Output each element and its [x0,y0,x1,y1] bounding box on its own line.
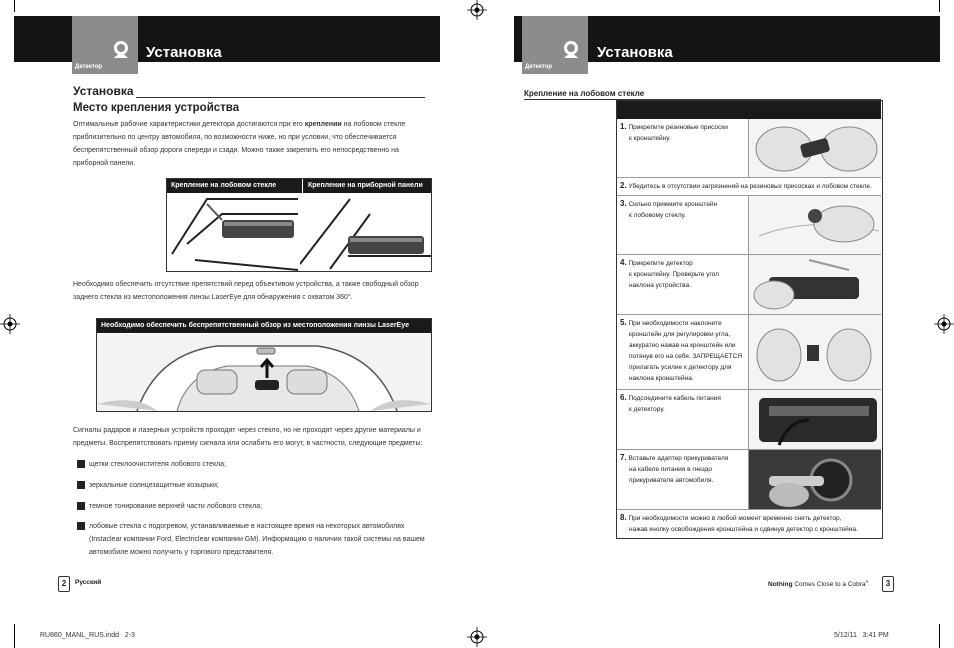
step-number: 6. [620,393,627,402]
step-text: нажав кнопку освобождения кронштейна и сдвинув детектор с кронштейна. [629,526,858,533]
step-text: наклона устройства. [629,282,691,289]
left-page-title: Установка [146,44,222,61]
bullet-icon [77,522,85,530]
step-text: Сильно прижмите кронштейн [628,201,718,208]
bullet-item: темное тонирование верхней части лобового стекла; [89,503,263,510]
step-photo [748,315,881,389]
car-interior-illustration [97,334,431,411]
right-page-number: 3 [882,576,894,592]
step-number: 5. [620,318,627,327]
right-section-title: Крепление на лобовом стекле [524,89,645,98]
step-row [617,315,881,390]
step-text: прикуривателя автомобиля. [629,477,714,484]
step-number: 2. [620,181,627,190]
step-row [617,510,881,537]
step-text: При необходимости наклоните [628,320,722,327]
step-number: 7. [620,453,627,462]
right-page-title: Установка [597,44,673,61]
step-text: к кронштейну. [629,135,671,142]
step-number: 4. [620,258,627,267]
crop-mark [14,0,15,12]
step-text: к кронштейну. Проверьте угол [629,271,719,278]
step-text: При необходимости можно в любой момент временно снять детектор, [628,515,842,522]
step-text: потянув его на себя. ЗАПРЕЩАЕТСЯ [629,353,743,360]
left-page-number: 2 [58,576,70,592]
step-text: Вставьте адаптер прикуривателя [628,455,729,462]
lasereye-figure-box [96,318,432,412]
step-photo [748,450,881,509]
registration-mark-icon [934,314,954,334]
lasereye-figure-header: Необходимо обеспечить беспрепятственный обзор из местоположения линзы LaserEye [97,319,431,333]
step-text: наклона кронштейна. [629,375,694,382]
slug-filename: RU860_MANL_RUS.indd 2-3 [40,632,135,639]
footer-tagline [768,579,868,588]
left-para-2: Необходимо обеспечить отсутствие препятствий перед объективом устройства, а также свободный обзор заднего стекла из местоположения линзы LaserEye для обнаружения с охватом 360°. [73,281,419,301]
step-number: 1. [620,122,627,131]
bullet-item: щетки стеклоочистителя лобового стекла; [89,461,227,468]
step-photo [748,390,881,449]
dashboard-mount-illustration [300,194,431,271]
registration-mark-icon [467,0,487,20]
left-para-3: Сигналы радаров и лазерных устройств проходят через стекло, но не проходят через другие материалы и предметы. Воспрепятствовать приему сигнала или ослабить его могут, в частности, следующие предметы: [73,427,423,447]
footer-tagline-text: Comes Close to a Cobra [792,581,866,589]
step-text: аккуратно нажав на кронштейн или [629,342,736,349]
left-para-1: Оптимальные рабочие характеристики детектора достигаются при его креплении на лобовом стекле приблизительно по центру автомобиля, по возможности ниже, но при условии, что обеспечивается беспрепятственный обзор дороги спереди и сзади. Можно также закрепить его непосредственно на приборной панели. [73,121,406,167]
bullet-item: лобовые стекла с подогревом, устанавливаемые в настоящее время на некоторых автомобилях (Instaclear компании Ford, Electriclear компании GM). Информацию о наличии такой системы на вашем автомобиле можно получить у торгового представителя. [89,523,425,556]
step-row [617,450,881,510]
step-text: прилагать усилие к детектору для [629,364,732,371]
cobra-logo-icon [110,38,132,60]
step-text: кронштейн для регулировки угла, [629,331,731,338]
step-row [617,255,881,315]
left-section-tag: Детектор [72,62,135,72]
windshield-mount-illustration [167,194,298,271]
step-number: 3. [620,199,627,208]
step-photo [748,255,881,314]
step-text: Прикрепите детектор [628,260,693,267]
crop-mark [939,0,940,12]
left-section-title: Установка [73,84,134,98]
left-language-label: Русский [75,579,102,586]
bullet-icon [77,502,85,510]
step-row [617,178,881,196]
bullet-icon [77,460,85,468]
footer-tagline-reg: ® [865,579,869,584]
step-row [617,196,881,255]
steps-table-header [617,101,881,119]
step-row [617,390,881,450]
step-text: к лобовому стеклу. [629,212,686,219]
step-photo [748,196,881,254]
mount-figure-header [167,179,431,193]
step-text: к детектору. [629,406,665,413]
step-text: Прикрепите резиновые присоски [628,124,728,131]
step-photo [748,119,881,177]
step-row [617,119,881,178]
left-title-rule [136,97,425,98]
step-text: Убедитесь в отсутствии загрязнений на резиновых присосках и лобовом стекле. [628,183,872,190]
crop-mark [14,624,15,648]
footer-tagline-bold: Nothing [768,581,793,589]
step-text: на кабеле питания в гнездо [629,466,713,473]
registration-mark-icon [467,627,487,647]
crop-mark [939,624,940,648]
bullet-item: зеркальные солнцезащитные козырьки; [89,482,219,489]
step-number: 8. [620,513,627,522]
slug-date: 5/12/11 3:41 PM [834,632,889,639]
bullet-icon [77,481,85,489]
left-subtitle: Место крепления устройства [73,102,240,114]
registration-mark-icon [0,314,20,334]
step-text: Подсоедините кабель питания [628,395,721,402]
mount-windshield-label: Крепление на лобовом стекле [167,179,303,193]
right-section-tag: Детектор [522,62,585,72]
cobra-logo-icon [560,38,582,60]
mount-dashboard-label: Крепление на приборной панели [308,182,423,189]
mount-figure-box [166,178,432,272]
